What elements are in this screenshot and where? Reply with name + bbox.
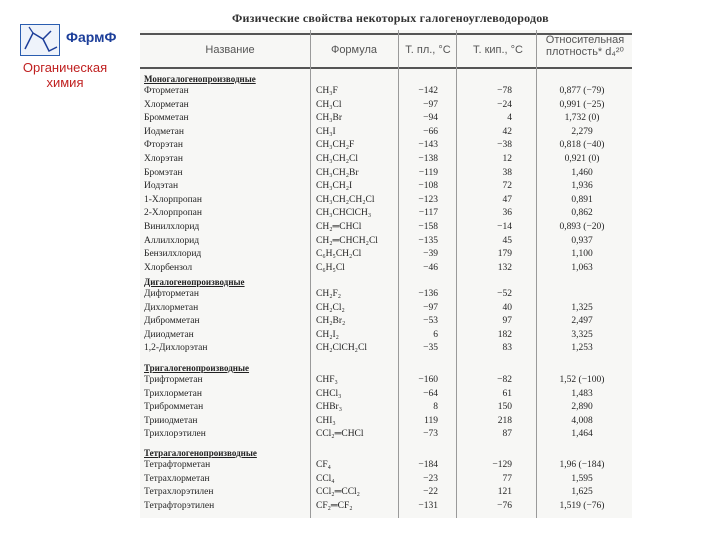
cell-formula: CF₄ — [316, 460, 331, 470]
table-row — [140, 208, 632, 221]
header-mp: Т. пл., °С — [405, 44, 451, 56]
cell-name: Хлорэтан — [144, 154, 183, 164]
cell-boiling-point: 47 — [502, 194, 512, 205]
cell-density: 1,96 (−184) — [559, 460, 605, 470]
cell-density: 0,921 (0) — [564, 154, 600, 164]
subject-label — [14, 60, 116, 90]
cell-boiling-point: 36 — [502, 208, 512, 219]
table-row — [140, 222, 632, 235]
cell-formula: CHBr₃ — [316, 402, 343, 413]
cell-name: Бромэтан — [144, 167, 183, 178]
cell-boiling-point: 121 — [497, 487, 512, 498]
section-title: Тетрагалогенопроизводные — [144, 448, 257, 458]
cell-density: 4,008 — [571, 415, 593, 426]
cell-name: 1,2-Дихлорэтан — [144, 343, 208, 354]
cell-melting-point: −46 — [423, 262, 438, 273]
table-row — [140, 474, 632, 487]
cell-density: 1,595 — [571, 473, 593, 484]
cell-name: Дииодметан — [144, 329, 194, 340]
cell-melting-point: −131 — [418, 500, 438, 511]
cell-name: Трихлорэтилен — [144, 429, 206, 440]
cell-name: Тетрафторэтилен — [144, 500, 215, 511]
table-row — [140, 330, 632, 343]
cell-formula: CH₃CH₂Cl — [316, 154, 358, 164]
cell-name: Трифторметан — [144, 375, 203, 385]
table-row — [140, 249, 632, 262]
cell-formula: C₆H₅Cl — [316, 262, 345, 273]
cell-name: Винилхлорид — [144, 222, 200, 232]
cell-formula: CH₃Cl — [316, 99, 342, 110]
cell-density: 1,253 — [571, 343, 593, 354]
cell-density: 0,937 — [571, 235, 593, 246]
section-title: Тригалогенопроизводные — [144, 363, 250, 373]
cell-density: 0,818 (−40) — [559, 140, 605, 151]
cell-name: Трихлорметан — [144, 388, 202, 399]
cell-boiling-point: 40 — [502, 302, 512, 313]
cell-boiling-point: −52 — [497, 289, 512, 299]
cell-name: Тетрахлорметан — [144, 473, 210, 484]
cell-melting-point: −53 — [423, 316, 438, 327]
brand-name: ФармФ — [66, 29, 117, 45]
logo — [20, 24, 60, 56]
table-row — [140, 460, 632, 473]
cell-name: Иодэтан — [144, 181, 179, 192]
cell-melting-point: −142 — [418, 86, 438, 96]
cell-melting-point: −64 — [423, 388, 438, 399]
table-row — [140, 100, 632, 113]
table-row — [140, 389, 632, 402]
cell-boiling-point: −76 — [497, 500, 512, 511]
table-row — [140, 154, 632, 167]
header-name: Название — [205, 44, 255, 56]
cell-name: Дихлорметан — [144, 302, 199, 313]
cell-density: 2,279 — [571, 126, 593, 137]
subject-line-2: химия — [46, 75, 84, 90]
cell-density: 0,991 (−25) — [559, 99, 605, 110]
subject-line-1: Органическая — [22, 60, 108, 75]
table-row — [140, 429, 632, 442]
cell-melting-point: −138 — [418, 154, 438, 164]
cell-density: 2,497 — [571, 316, 593, 327]
table-row — [140, 343, 632, 356]
cell-melting-point: −158 — [418, 222, 438, 232]
cell-melting-point: 119 — [424, 415, 438, 426]
cell-boiling-point: 83 — [502, 343, 512, 354]
cell-boiling-point: −129 — [492, 460, 512, 470]
cell-name: Фторэтан — [144, 140, 183, 151]
cell-formula: CHI₃ — [316, 415, 336, 426]
cell-melting-point: −39 — [423, 249, 438, 260]
scanned-table — [140, 30, 632, 518]
table-row — [140, 86, 632, 99]
cell-melting-point: −136 — [418, 289, 438, 299]
cell-formula: CH₃CHClCH₃ — [316, 208, 372, 219]
cell-formula: CH₂═CHCl — [316, 222, 362, 232]
cell-formula: CH₃CH₂F — [316, 140, 355, 151]
cell-boiling-point: 77 — [502, 473, 512, 484]
cell-boiling-point: 87 — [502, 429, 512, 440]
cell-formula: CH₃CH₂CH₂Cl — [316, 194, 375, 205]
cell-melting-point: −117 — [418, 208, 438, 219]
table-row — [140, 263, 632, 276]
cell-formula: CCl₂═CCl₂ — [316, 487, 360, 498]
cell-boiling-point: 45 — [502, 235, 512, 246]
header-bp: Т. кип., °С — [472, 44, 524, 56]
table-row — [140, 501, 632, 514]
cell-boiling-point: 61 — [502, 388, 512, 399]
cell-boiling-point: 12 — [502, 154, 512, 164]
document-title: Физические свойства некоторых галогеноуглеводородов — [232, 11, 549, 25]
cell-formula: CH₃I — [316, 126, 336, 137]
table-row — [140, 127, 632, 140]
cell-formula: CH₂F₂ — [316, 289, 342, 299]
cell-melting-point: −73 — [423, 429, 438, 440]
table-row — [140, 416, 632, 429]
cell-melting-point: 6 — [433, 329, 438, 340]
cell-melting-point: −97 — [423, 99, 438, 110]
cell-melting-point: −22 — [423, 487, 438, 498]
cell-name: Хлорметан — [144, 99, 189, 110]
cell-melting-point: −119 — [418, 167, 438, 178]
cell-name: Аллилхлорид — [144, 235, 200, 246]
molecule-logo-icon — [21, 25, 59, 55]
table-row — [140, 195, 632, 208]
cell-formula: CH₃CH₂Br — [316, 167, 359, 178]
cell-boiling-point: 150 — [497, 402, 512, 413]
cell-melting-point: −160 — [418, 375, 438, 385]
cell-melting-point: −108 — [418, 181, 438, 192]
table-row — [140, 140, 632, 153]
table-row — [140, 181, 632, 194]
cell-name: Бензилхлорид — [144, 249, 202, 260]
cell-formula: CCl₄ — [316, 473, 335, 484]
cell-melting-point: −23 — [423, 473, 438, 484]
cell-density: 2,890 — [571, 402, 593, 413]
header-density-line-1: Относительная — [545, 34, 625, 46]
cell-density: 1,325 — [571, 302, 593, 313]
cell-density: 1,625 — [571, 487, 593, 498]
cell-melting-point: −35 — [423, 343, 438, 354]
cell-formula: CH₂═CHCH₂Cl — [316, 235, 378, 246]
cell-density: 1,52 (−100) — [559, 375, 605, 385]
cell-density: 0,891 — [571, 194, 593, 205]
table-row — [140, 113, 632, 126]
cell-formula: C₆H₅CH₂Cl — [316, 249, 362, 260]
cell-boiling-point: 132 — [497, 262, 512, 273]
cell-density: 0,862 — [571, 208, 593, 219]
cell-density: 1,460 — [571, 167, 593, 178]
cell-density: 1,464 — [571, 429, 593, 440]
cell-name: Дифторметан — [144, 289, 199, 299]
cell-density: 1,519 (−76) — [559, 500, 605, 511]
table-row — [140, 487, 632, 500]
cell-name: Тетрафторметан — [144, 460, 211, 470]
cell-melting-point: −66 — [423, 126, 438, 137]
cell-name: Трииодметан — [144, 415, 198, 426]
cell-formula: CH₂I₂ — [316, 329, 339, 340]
cell-density: 3,325 — [571, 329, 593, 340]
cell-boiling-point: 38 — [502, 167, 512, 178]
cell-formula: CH₃Br — [316, 113, 343, 124]
table-row — [140, 168, 632, 181]
cell-boiling-point: −78 — [497, 86, 512, 96]
section-title: Дигалогенопроизводные — [144, 277, 245, 287]
cell-formula: CF₂═CF₂ — [316, 500, 353, 511]
cell-density: 1,100 — [571, 249, 593, 260]
cell-melting-point: −97 — [423, 302, 438, 313]
cell-formula: CH₂ClCH₂Cl — [316, 343, 367, 354]
cell-name: Трибромметан — [144, 402, 204, 413]
cell-boiling-point: 182 — [497, 329, 512, 340]
cell-name: Тетрахлорэтилен — [144, 487, 214, 498]
cell-name: Фторметан — [144, 86, 189, 96]
header-density-line-2: плотность* d₄²⁰ — [546, 46, 624, 58]
cell-density: 1,732 (0) — [564, 113, 600, 124]
cell-boiling-point: 4 — [507, 113, 512, 124]
header-density — [538, 34, 632, 58]
cell-formula: CCl₂═CHCl — [316, 429, 364, 440]
cell-boiling-point: −24 — [497, 99, 512, 110]
cell-boiling-point: 72 — [502, 181, 512, 192]
cell-density: 1,936 — [571, 181, 593, 192]
cell-melting-point: 8 — [433, 402, 438, 413]
cell-density: 1,483 — [571, 388, 593, 399]
header-rule — [140, 67, 632, 69]
cell-formula: CH₂Br₂ — [316, 316, 346, 327]
cell-name: Хлорбензол — [144, 262, 193, 273]
cell-formula: CH₃CH₂I — [316, 181, 353, 192]
cell-boiling-point: −38 — [497, 140, 512, 151]
cell-name: 1-Хлорпропан — [144, 194, 202, 205]
cell-formula: CH₃F — [316, 86, 338, 96]
cell-name: 2-Хлорпропан — [144, 208, 202, 219]
cell-boiling-point: 179 — [497, 249, 512, 260]
cell-boiling-point: −82 — [497, 375, 512, 385]
cell-density: 0,893 (−20) — [559, 222, 605, 232]
cell-formula: CHF₃ — [316, 375, 338, 385]
cell-melting-point: −143 — [418, 140, 438, 151]
cell-name: Иодметан — [144, 126, 184, 137]
table-row — [140, 375, 632, 388]
cell-density: 0,877 (−79) — [559, 86, 605, 96]
cell-melting-point: −94 — [423, 113, 438, 124]
cell-density: 1,063 — [571, 262, 593, 273]
table-row — [140, 402, 632, 415]
cell-formula: CH₂Cl₂ — [316, 302, 345, 313]
cell-boiling-point: 97 — [502, 316, 512, 327]
cell-name: Дибромметан — [144, 316, 200, 327]
cell-melting-point: −123 — [418, 194, 438, 205]
section-title: Моногалогенопроизводные — [144, 74, 256, 84]
cell-boiling-point: 218 — [497, 415, 512, 426]
cell-name: Бромметан — [144, 113, 189, 124]
cell-boiling-point: 42 — [502, 126, 512, 137]
cell-boiling-point: −14 — [497, 222, 512, 232]
table-row — [140, 303, 632, 316]
table-row — [140, 316, 632, 329]
cell-melting-point: −184 — [418, 460, 438, 470]
cell-formula: CHCl₃ — [316, 388, 342, 399]
table-row — [140, 289, 632, 302]
table-row — [140, 236, 632, 249]
header-formula: Формула — [330, 44, 378, 56]
cell-melting-point: −135 — [418, 235, 438, 246]
